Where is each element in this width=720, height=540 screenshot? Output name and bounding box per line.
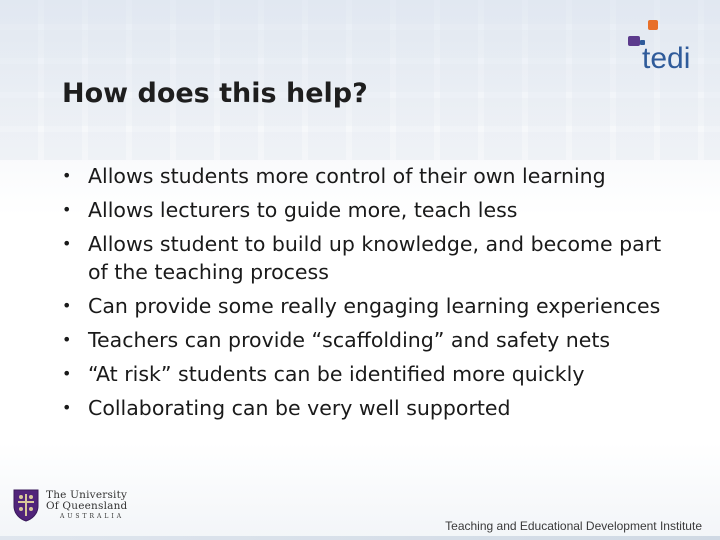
bullet-icon: • <box>62 200 72 219</box>
bullet-text: “At risk” students can be identified more quickly <box>88 362 585 386</box>
bullet-text: Allows student to build up knowledge, and become part of the teaching process <box>88 232 662 284</box>
bullet-icon: • <box>62 398 72 417</box>
list-item <box>28 326 668 354</box>
tedi-logo <box>620 16 710 80</box>
uq-logo <box>12 488 132 528</box>
list-item <box>28 360 668 388</box>
uq-line-2: Of Queensland <box>46 500 128 512</box>
bullet-text: Can provide some really engaging learning experiences <box>88 294 661 318</box>
bullet-icon: • <box>62 364 72 383</box>
tedi-logo-icon <box>620 16 710 80</box>
uq-line-1: The University <box>46 489 128 501</box>
list-item <box>28 196 668 224</box>
bullet-text: Collaborating can be very well supported <box>88 396 511 420</box>
footer-institute-name: Teaching and Educational Development Institute <box>445 519 702 533</box>
bullet-icon: • <box>62 166 72 185</box>
uq-wordmark <box>46 490 127 521</box>
bullet-text: Allows students more control of their own learning <box>88 164 606 188</box>
bullet-icon: • <box>62 296 72 315</box>
bullet-text: Allows lecturers to guide more, teach less <box>88 198 518 222</box>
slide-title: How does this help? <box>62 78 368 109</box>
list-item <box>28 292 668 320</box>
list-item <box>28 162 668 190</box>
list-item <box>28 230 668 286</box>
bullet-icon: • <box>62 234 72 253</box>
bullet-text: Teachers can provide “scaffolding” and safety nets <box>88 328 611 352</box>
footer-rule <box>0 536 720 540</box>
bullet-icon: • <box>62 330 72 349</box>
list-item <box>28 394 668 422</box>
tedi-logo-text: tedi <box>642 42 691 75</box>
bullet-list <box>28 162 668 428</box>
uq-line-3: AUSTRALIA <box>60 513 125 520</box>
uq-crest-icon <box>12 488 40 522</box>
